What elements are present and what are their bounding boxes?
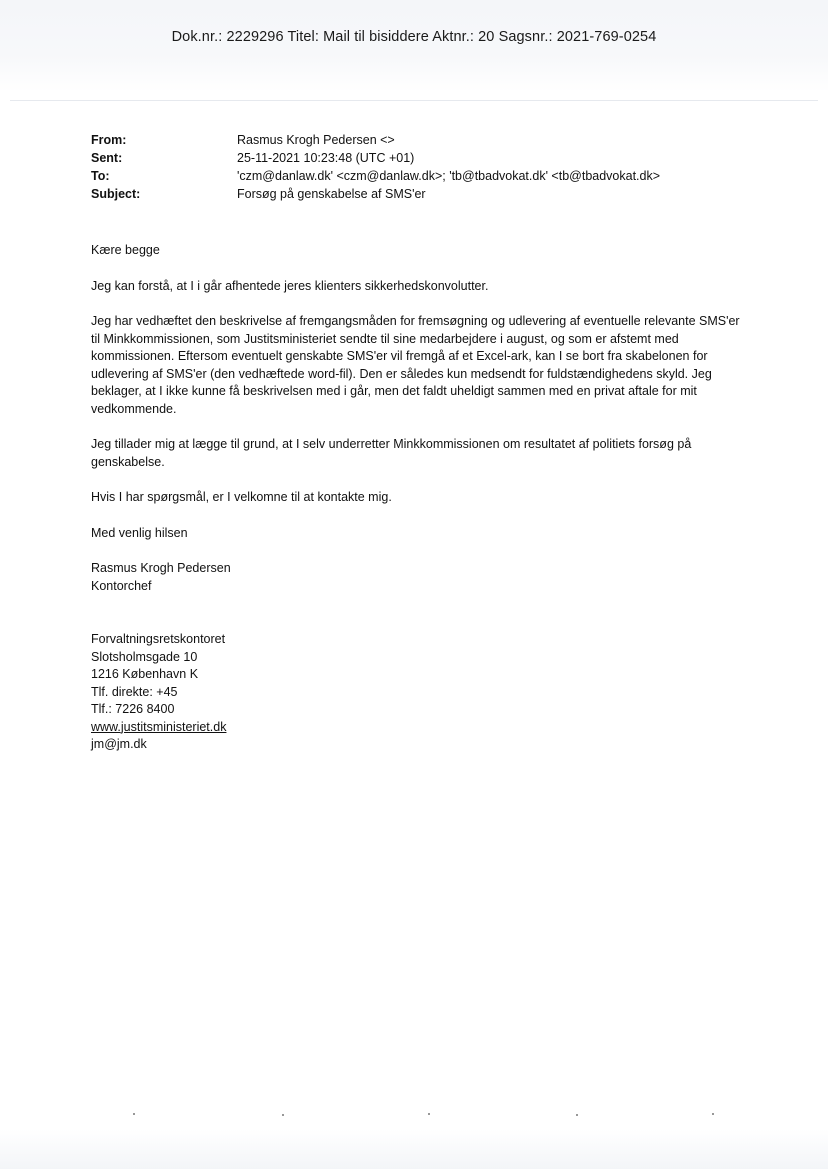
- signature-direct-phone: Tlf. direkte: +45: [91, 684, 178, 699]
- scan-bottom-band: [0, 1129, 828, 1169]
- signature-title: Kontorchef: [91, 578, 152, 593]
- from-row: [91, 131, 660, 149]
- signature-street: Slotsholmsgade 10: [91, 649, 198, 664]
- header-divider: [10, 100, 818, 101]
- email-body: [91, 242, 741, 754]
- greeting: Kære begge: [91, 243, 160, 257]
- paragraph-1: Jeg kan forstå, at I i går afhentede jeres klienters sikkerhedskonvolutter.: [91, 278, 489, 293]
- scan-top-band: [0, 0, 828, 92]
- signature-spacer: [91, 595, 741, 631]
- scan-speck: [133, 1113, 135, 1115]
- subject-value: Forsøg på genskabelse af SMS'er: [237, 187, 426, 201]
- sent-row: [91, 149, 660, 167]
- paragraph-3: Jeg tillader mig at lægge til grund, at I selv underretter Minkkommissionen om resultatet af politiets forsøg på genskabelse.: [91, 437, 692, 469]
- from-label: From:: [91, 133, 127, 147]
- scan-speck: [576, 1114, 578, 1116]
- paragraph-4: Hvis I har spørgsmål, er I velkomne til at kontakte mig.: [91, 490, 392, 504]
- website-link[interactable]: www.justitsministeriet.dk: [91, 719, 227, 734]
- signature-city: 1216 København K: [91, 667, 199, 681]
- subject-label: Subject:: [91, 187, 141, 201]
- subject-row: [91, 185, 660, 203]
- paragraph-2: Jeg har vedhæftet den beskrivelse af fremgangsmåden for fremsøgning og udlevering af eventuelle relevante SMS'er til Minkkommissionen, som Justitsministeriet sendte til sine medarbejdere i august, og som er afstemt med kommissionen. Eftersom eventuelt genskabte SMS'er vil fremgå af et Excel-ark, kan I se bort fra skabelonen for udlevering af SMS'er (den vedhæftede word-fil). Den er således kun medsendt for fuldstændighedens skyld. Jeg beklager, at I ikke kunne få beskrivelsen med i går, men det faldt uheldigt sammen med en privat aftale for mit vedkommende.: [91, 314, 740, 416]
- signature-email: jm@jm.dk: [91, 737, 147, 751]
- to-label: To:: [91, 169, 110, 183]
- scan-speck: [712, 1113, 714, 1115]
- signature-name: Rasmus Krogh Pedersen: [91, 561, 231, 575]
- signature-office: Forvaltningsretskontoret: [91, 632, 226, 646]
- sent-label: Sent:: [91, 151, 123, 165]
- scan-speck: [282, 1114, 284, 1116]
- scan-speck: [428, 1113, 430, 1115]
- to-row: [91, 167, 660, 185]
- to-value: 'czm@danlaw.dk' <czm@danlaw.dk>; 'tb@tbadvokat.dk' <tb@tbadvokat.dk>: [237, 169, 661, 183]
- document-header: Dok.nr.: 2229296 Titel: Mail til bisiddere Aktnr.: 20 Sagsnr.: 2021-769-0254: [171, 29, 657, 45]
- from-value: Rasmus Krogh Pedersen <>: [237, 133, 395, 147]
- sent-value: 25-11-2021 10:23:48 (UTC +01): [237, 151, 415, 165]
- closing: Med venlig hilsen: [91, 525, 188, 540]
- signature-phone: Tlf.: 7226 8400: [91, 702, 175, 716]
- email-metadata: [91, 131, 660, 203]
